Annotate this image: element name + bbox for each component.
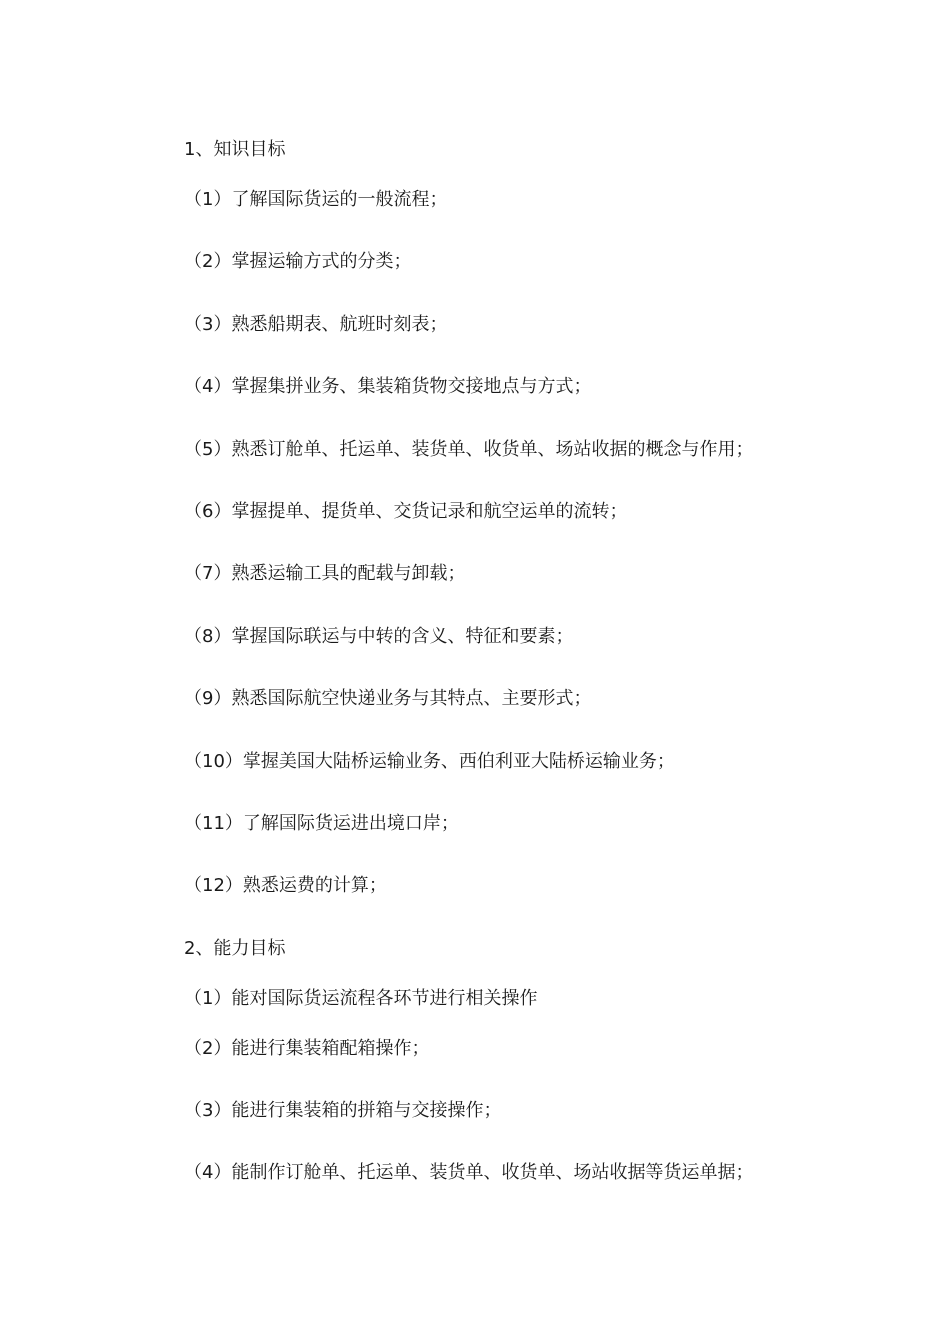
- list-item: （1）了解国际货运的一般流程；: [184, 189, 448, 210]
- list-item: （3）熟悉船期表、航班时刻表；: [184, 314, 448, 335]
- section-heading-ability: 2、能力目标: [184, 938, 286, 959]
- list-item: （7）熟悉运输工具的配载与卸载；: [184, 563, 466, 584]
- list-item: （2）掌握运输方式的分类；: [184, 251, 412, 272]
- list-item: （1）能对国际货运流程各环节进行相关操作: [184, 988, 538, 1009]
- list-item: （12）熟悉运费的计算；: [184, 875, 387, 896]
- list-item: （9）熟悉国际航空快递业务与其特点、主要形式；: [184, 688, 592, 709]
- list-item: （3）能进行集装箱的拼箱与交接操作；: [184, 1100, 502, 1121]
- list-item: （2）能进行集装箱配箱操作；: [184, 1038, 430, 1059]
- section-heading-knowledge: 1、知识目标: [184, 139, 286, 160]
- list-item: （5）熟悉订舱单、托运单、装货单、收货单、场站收据的概念与作用；: [184, 439, 754, 460]
- list-item: （10）掌握美国大陆桥运输业务、西伯利亚大陆桥运输业务；: [184, 751, 675, 772]
- list-item: （4）能制作订舱单、托运单、装货单、收货单、场站收据等货运单据；: [184, 1162, 754, 1183]
- list-item: （4）掌握集拼业务、集装箱货物交接地点与方式；: [184, 376, 592, 397]
- list-item: （6）掌握提单、提货单、交货记录和航空运单的流转；: [184, 501, 628, 522]
- list-item: （11）了解国际货运进出境口岸；: [184, 813, 459, 834]
- list-item: （8）掌握国际联运与中转的含义、特征和要素；: [184, 626, 574, 647]
